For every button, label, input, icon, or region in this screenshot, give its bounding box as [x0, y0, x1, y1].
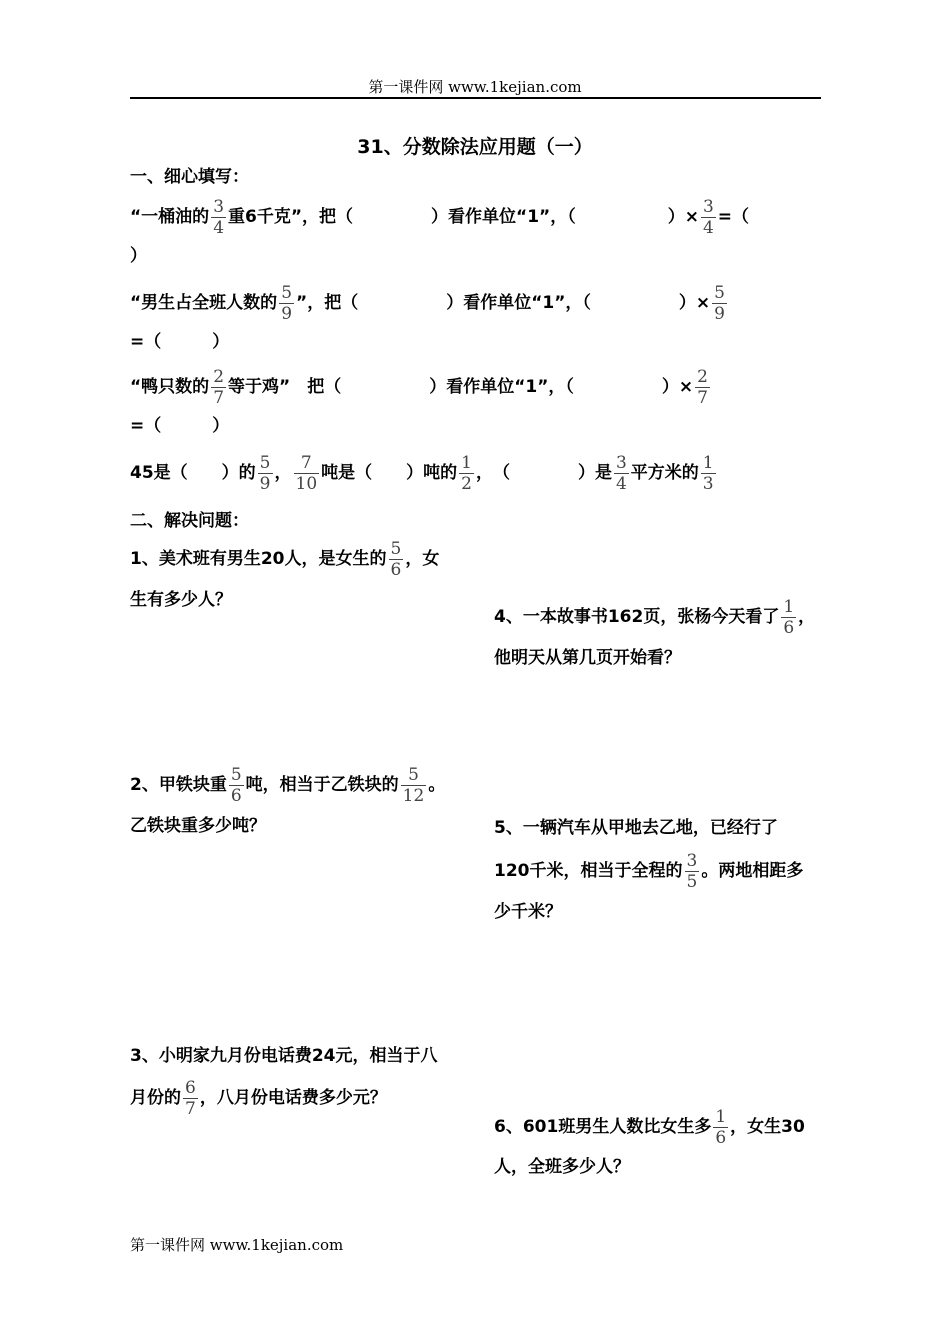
fraction: $\frac{1}{6}$	[715, 1106, 727, 1148]
fraction: $\frac{1}{2}$	[461, 452, 472, 494]
fraction: $\frac{3}{4}$	[213, 196, 225, 238]
fraction: $\frac{3}{4}$	[615, 452, 627, 494]
fraction: $\frac{2}{7}$	[697, 366, 708, 408]
problem-5-line-1: 5、一辆汽车从甲地去乙地，已经行了	[494, 818, 778, 838]
problem-1-line-1: 1、美术班有男生20人，是女生的 $\frac{5}{6}$ ，女	[130, 538, 440, 580]
problem-5-line-3: 少千米？	[494, 902, 562, 922]
fraction: $\frac{5}{6}$	[390, 538, 402, 580]
fraction: $\frac{6}{7}$	[185, 1077, 196, 1119]
fill-line-3: “鸭只数的 $\frac{2}{7}$ 等于鸡” 把（ ）看作单位“1”，（ ）× $\frac{2}{7}$	[130, 366, 708, 408]
problem-6-line-1: 6、601班男生人数比女生多 $\frac{1}{6}$ ，女生30	[494, 1106, 805, 1148]
problem-3-line-2: 月份的 $\frac{6}{7}$ ，八月份电话费多少元？	[130, 1077, 387, 1119]
fraction: $\frac{3}{5}$	[686, 850, 698, 892]
fill-line-4: 45是（ ）的 $\frac{5}{9}$ ， $\frac{7}{10}$ 吨是（ ）吨的 $\frac{1}{2}$ ， （ ）是 $\frac{3}{4}$ 平方米的 $\frac{1}{3}$	[130, 452, 714, 494]
fill-line-1-cont: ）	[130, 246, 147, 266]
problem-6-line-2: 人，全班多少人？	[494, 1157, 630, 1177]
problem-5-line-2: 120千米，相当于全程的 $\frac{3}{5}$ 。两地相距多	[494, 850, 804, 892]
fraction: $\frac{1}{6}$	[783, 596, 795, 638]
fill-line-3-cont: =（ ）	[130, 416, 230, 436]
problem-3-line-1: 3、小明家九月份电话费24元，相当于八	[130, 1046, 438, 1066]
fill-line-1: “一桶油的 $\frac{3}{4}$ 重6千克”，把（ ）看作单位“1”，（ ）× $\frac{3}{4}$ =（	[130, 196, 750, 238]
fraction: $\frac{5}{12}$	[402, 764, 425, 806]
page-title: 31、分数除法应用题（一）	[357, 136, 593, 158]
problem-2-line-1: 2、甲铁块重 $\frac{5}{6}$ 吨，相当于乙铁块的 $\frac{5}{12}$ 。	[130, 764, 446, 806]
header-rule	[130, 97, 821, 99]
fraction: $\frac{5}{6}$	[230, 764, 242, 806]
fill-line-2: “男生占全班人数的 $\frac{5}{9}$ ”，把（ ）看作单位“1”，（ ）× $\frac{5}{9}$	[130, 282, 725, 324]
fraction: $\frac{2}{7}$	[213, 366, 225, 408]
section-fill-heading: 一、细心填写：	[130, 167, 249, 187]
fraction: $\frac{7}{10}$	[295, 452, 318, 494]
fraction: $\frac{5}{9}$	[714, 282, 725, 324]
fraction: $\frac{5}{9}$	[281, 282, 293, 324]
problem-2-line-2: 乙铁块重多少吨？	[130, 816, 266, 836]
problem-4-line-2: 他明天从第几页开始看？	[494, 648, 681, 668]
fraction: $\frac{3}{4}$	[702, 196, 714, 238]
section-solve-heading: 二、解决问题：	[130, 511, 249, 531]
problem-1-line-2: 生有多少人？	[130, 590, 232, 610]
fill-line-2-cont: =（ ）	[130, 332, 230, 352]
problem-4-line-1: 4、一本故事书162页，张杨今天看了 $\frac{1}{6}$ ，	[494, 596, 816, 638]
page-footer: 第一课件网 www.1kejian.com	[130, 1236, 344, 1254]
fraction: $\frac{1}{3}$	[702, 452, 714, 494]
page-header: 第一课件网 www.1kejian.com	[368, 78, 582, 96]
fraction: $\frac{5}{9}$	[259, 452, 271, 494]
